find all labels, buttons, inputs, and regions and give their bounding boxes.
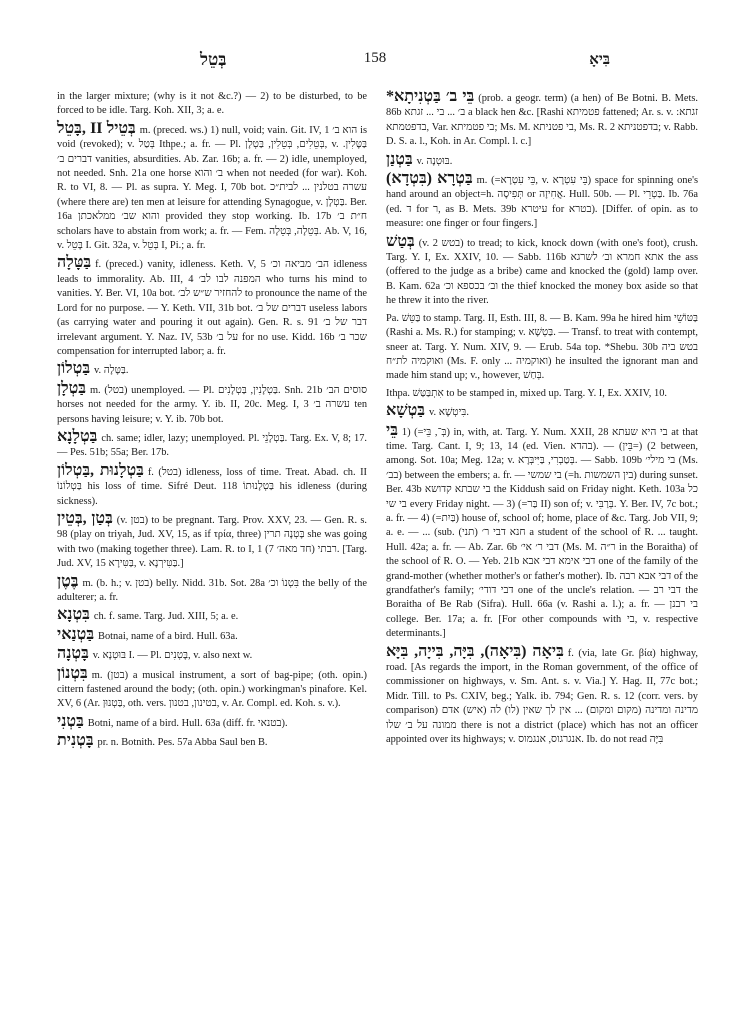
- entry-headword: בֵּי: [386, 421, 398, 439]
- dictionary-entry: [57, 608, 367, 624]
- dictionary-entry: [57, 90, 367, 119]
- entry-headword: בִּטְנוֹן: [57, 664, 88, 682]
- entry-definition: f. (preced.) vanity, idleness. Keth. V, 5 הב׳ מביאה וכ׳ idleness leads to immorality. Ab. III, 4 המפנה לבו לב׳ who turns his mind to vanities. Y. Ber. VI, 10a bot. להחזיר ש״ש לב׳ to pronounce the name of the Lord for no purpose. — Y. Keth. VII, 31b bot. דברים של ב׳ useless labors (as carrying water and pouring it out again). Gen. R. s. 91 דבר של ב׳ irrelevant argument. Y. Naz. IV, 53b על ב׳ for no use. Kidd. 16b שכר ב׳ compensation for interrupted labor; a. fr.: [57, 259, 368, 357]
- dictionary-entry: [386, 642, 698, 748]
- entry-headword: בַּטְלָן: [57, 379, 86, 397]
- entry-headword: בַּטְרָא (בִּטְדָא): [386, 170, 473, 188]
- dictionary-entry: [386, 404, 698, 420]
- entry-headword: בִּטְנָא: [57, 606, 90, 624]
- right-column: [386, 90, 698, 750]
- dictionary-entry: [386, 387, 698, 401]
- entry-definition: f. (בטל) idleness, loss of time. Treat. Abad. ch. II בַּטְלוֹנוֹ his loss of time. Sifré Deut. 118 בַּטְלָנוּתוֹ his idleness (during sickness).: [57, 466, 367, 507]
- dictionary-entry: [57, 572, 367, 606]
- entry-definition: 1) (=בְּ־, בֵּי) in, with, at. Targ. Y. Num. XXII, 28 בי היא שעתא at that time. Targ. Cant. I, 9; 13, 14 (ed. Vien. בהדא). — 2) (=בֵּין) between, among. Sot. 10a; Meg. 12a; v. בְּטַבְרִי, בַּיִּיבְּרָא. — Sabb. 109b בי מילי׳ (Ms. בב׳) between the embers; a. fr. — בי שמשי (=h. בין השמשות) during sunset. Ber. 43b בי שבתא קדושא the Kiddush said on Friday night. Keth. 103a כל בי שי every Friday night. — 3) (=בַּר II) son of; v. בְּרַבִּי. Y. Ber. IV, 7c bot.; a. fr. — 4) (=בַּיִת) house of, school of; home, place of &c. Targ. Job VII, 9; a. e. — ... (sub. חנא דבי ר׳ (תני) a student of the school of R. ... taught. Hull. 42a; a. fr. — Ab. Zar. 6b דבי ר׳ אי׳ (Ms. M. ר״ה in the Boraitha) of the school of R. O. — Yeb. 21b דבי אימא דבי אבא one of the family of the grand-mother (whether mother's or father's mother). Ib. דבי אבא רבה of the grandfather's family; דבי דודי׳ one of the uncle's relation. — דבי רב the Boraitha of Be Rab (Sifra). Hull. 66a (v. Rashi a. l.); a. fr. — בי רבנן college. Ber. 17a; a. fr. [For other compounds with בי, v. respective determinants.]: [386, 426, 699, 640]
- entry-definition: v. בּוּטְנָה.: [416, 155, 453, 167]
- dictionary-entry: [57, 379, 368, 427]
- entry-definition: m. (preced. ws.) 1) null, void; vain. Git. IV, 1 הוא ב׳ is void (revoked); v. בְּטַל Ithpe.; a. fr. — Pl. בְּטֵלִים, בְּטֵלִין, בַּטְלָן, v. בַּטָּלִין. דברים ב׳ vanities, absurdities. Ab. Zar. 16b; a. fr. — 2) idle, unemployed, not needed. Snh. 21a one horse ב׳ והוא when not needed (for war). Koh. R. to VI, 8. — Pl. as supra. Y. Meg. I, 70b bot. עשרה בטלנין ... לבית״כ (where there are) ten men at leisure for attending Synagogue, v. בַּטְלָן. Ber. 16a והוא שב׳ ממלאכתן provided they stop working. Ib. 17b ח״ת ב׳ scholars have to abstain from work; a. fr. — Fem. בְּטֵלָה, בְּטֵלָה. Ab. V, 16, v. בָּטֵל I. Git. 32a, v. בְּטֵל I, Pi.; a. fr.: [57, 124, 368, 252]
- dictionary-entry: [57, 664, 367, 712]
- entry-headword: בָּטְנָה: [57, 645, 89, 663]
- dictionary-entry: [386, 90, 698, 150]
- entry-definition: pr. n. Botnith. Pes. 57a Abba Saul ben B.: [97, 737, 268, 749]
- dictionary-entry: [386, 421, 699, 642]
- entry-definition: Botni, name of a bird. Hull. 63a (diff. fr. בטנאי).: [87, 717, 288, 729]
- dictionary-entry: [386, 172, 698, 232]
- entry-headword: בְּטַשׁ: [386, 232, 415, 250]
- entry-definition: ch. same; idler, lazy; unemployed. Pl. בַּטְלָנֵי. Targ. Ex. V, 8; 17. — Pes. 51b; 55a; Ber. 17b.: [57, 432, 367, 459]
- entry-definition: Ithpa. אִתְבַּטַּשׁ to be stamped in, mixed up. Targ. Y. I, Ex. XXIV, 10.: [386, 387, 667, 399]
- entry-headword: בַּטְלָנוּת ,בַּטְלוֹן: [57, 461, 144, 479]
- entry-headword: בֶּטֶן: [57, 572, 79, 590]
- entry-definition: v. בַּטָּלָה.: [94, 365, 129, 377]
- entry-definition: (prob. a geogr. term) (a hen) of Be Botni. B. Mets. 86b ב׳ ... בי ... זגתא a black hen &c. [Rashi פטמיתא fattened; Ar. s. v. זגתא: בדפטמתא, Var. בי פטמיתא; Ms. M. בי פטניתא, Ms. R. 2 בדפטניתא; v. Rabb. D. S. a. l., Koh. in Ar. Compl. l. c.]: [386, 93, 698, 148]
- page-number: 158: [363, 50, 387, 66]
- entry-headword: בִּיאָה (בִּיאָה), בִּיָּה, בִּייָה, בִּיָּא: [386, 642, 564, 660]
- entry-headword: בְּטֵיל II ,בָּטֵל: [57, 119, 136, 137]
- dictionary-entry: [57, 119, 368, 254]
- dictionary-entry: [57, 509, 367, 572]
- entry-definition: m. (בטן) a musical instrument, a sort of bag-pipe; (oth. opin.) cittern fastened around the body; (oth. opin.) workingman's pinafore. Kel. XV, 6 (Ar. בַּטְנוּן, oth. vers. בטינון, בטנון, v. Ar. Compl. ed. Koh. s. v.).: [57, 669, 367, 710]
- entry-headword: בַּטְשָׁא: [386, 402, 425, 420]
- entry-headword: בְּטַן ,בְּטֵין: [57, 509, 113, 527]
- entry-headword: בָּטְנִית: [57, 732, 94, 750]
- entry-definition: (v. בטן) to be pregnant. Targ. Prov. XXV, 23. — Gen. R. s. 98 (play on triyah, Jud. XV, 15, as if τρία, three) בָּטְנָה תרין she was going with two (making together three). Lam. R. to I, 1 רבתי (חד מאה׳ 7). [Targ. Jud. XV, 15 בַּטִּירָא, v. בַּטִּירְנָא.]: [57, 514, 367, 570]
- entry-definition: m. (=בֵּי עִטְרָא, v. בֵּי עִטְרָא) space for spinning one's hand around an object=h. תְּפִיסָה or אֲחִיזָה. Hull. 50b. — Pl. בַּטְרֵי. Ib. 76a (ed. ד for ר, as B. Mets. 39b עיטרא for בטרא). [Differ. of opin. as to measure: one finger or four fingers.]: [386, 175, 698, 230]
- entry-headword: בַּטָּלָה: [57, 254, 92, 272]
- entry-definition: v. בּוּטְנָא I. — Pl. בָּטְנִים, v. also next w.: [92, 650, 253, 662]
- dictionary-entry: [57, 734, 367, 750]
- dictionary-entry: [57, 647, 367, 663]
- dictionary-entry: [386, 150, 698, 169]
- entry-definition: Pa. בַּטֵּשׁ to stamp. Targ. II, Esth. III, 8. — B. Kam. 99a he hired him בַּטּוֹשֵׁי (Rashi a. Ms. R.) for stamping; v. בַּטְשָׁא. — Transf. to treat with contempt, sneer at. Targ. Y. Num. XIV, 9. — Erub. 54a top. *Shebu. 30b בטש ביה ואוקמיה לת״ח (Ms. F. only ... ואוקמיה) he insulted the ignorant man and made him stand up; v., however, בְּחַשׁ.: [386, 312, 699, 382]
- entry-definition: ch. f. same. Targ. Jud. XIII, 5; a. e.: [93, 611, 239, 623]
- entry-headword: בַּטְנַן: [386, 150, 413, 168]
- header-left-word: בְּטֵל: [200, 50, 227, 69]
- entry-definition: m. (b. h.; v. בטן) belly. Nidd. 31b. Sot. 28a בִּטְנוֹ וכ׳ the belly of the adulterer; a. fr.: [57, 577, 367, 603]
- dictionary-entry: [57, 256, 367, 359]
- dictionary-entry: [57, 427, 367, 461]
- entry-headword: בֵּי ב׳ בַּטְנִיתָא*: [386, 88, 475, 105]
- header-right-word: בִּיאָ: [589, 52, 610, 68]
- entry-headword: בַּטְנִי: [57, 712, 84, 730]
- dictionary-entry: [57, 362, 367, 378]
- page-header: [60, 50, 690, 76]
- entry-definition: v. בִּיטְשָׁא.: [428, 407, 469, 419]
- left-column: [57, 90, 367, 754]
- dictionary-entry: [386, 312, 698, 384]
- entry-headword: בַּטְלוֹן: [57, 360, 91, 378]
- entry-definition: (v. בטש 2) to tread; to kick, knock down (with one's foot), crush. Targ. Y. I, Ex. XXIV, 10. — Sabb. 116b אתא חמרא וב׳ לשרגא the ass (offered to the judge as a bribe) came and knocked the (gold) lamp over. B. Kam. 62a וב׳ בכספא וכ׳ the thief knocked the money box aside so that he threw it into the river.: [386, 237, 699, 307]
- entry-headword: בַּטְנַאי: [57, 625, 95, 643]
- entry-definition: Botnai, name of a bird. Hull. 63a.: [98, 630, 238, 642]
- entry-headword: בַּטְלָנָא: [57, 427, 98, 445]
- dictionary-entry: [57, 461, 367, 509]
- dictionary-entry: [386, 232, 699, 309]
- entry-definition: f. (via, late Gr. βία) highway, road. [As regards the import, in the Roman government, of the office of commissioner on highways, v. Sm. Ant. s. v. Via.] Y. Hag. II, 77c bot.; Midr. Till. to Ps. CXIV, beg.; Yalk. ib. 794; Gen. R. s. 12 (corr. vers. by comparison) מדינה ומדינה (מקום ומקום) ... אין לך שאין (לו) לה (איש) אדם ממונה על ב׳ שלו there is not a district (place) which has not an officer appointed over its highways; v. אנגרגוס, אנגמוס. Ib. do not read בִּיָּה: [386, 647, 698, 746]
- dictionary-entry: [57, 625, 367, 644]
- entry-definition: m. (בטל) unemployed. — Pl. בַּטְלָנִין, בַּטְלָנִים. Snh. 21b סוסים הב׳ horses not needed for the army. Y. ib. II, 20c. Meg. I, 3 עשרה ב׳ ten persons having leisure; v. Y. ib. 70b bot.: [57, 384, 368, 425]
- dictionary-entry: [57, 712, 367, 731]
- entry-definition: in the larger mixture; (why is it not &c.?) — 2) to be disturbed, to be forced to be idle. Targ. Koh. XII, 3; a. e.: [57, 91, 367, 117]
